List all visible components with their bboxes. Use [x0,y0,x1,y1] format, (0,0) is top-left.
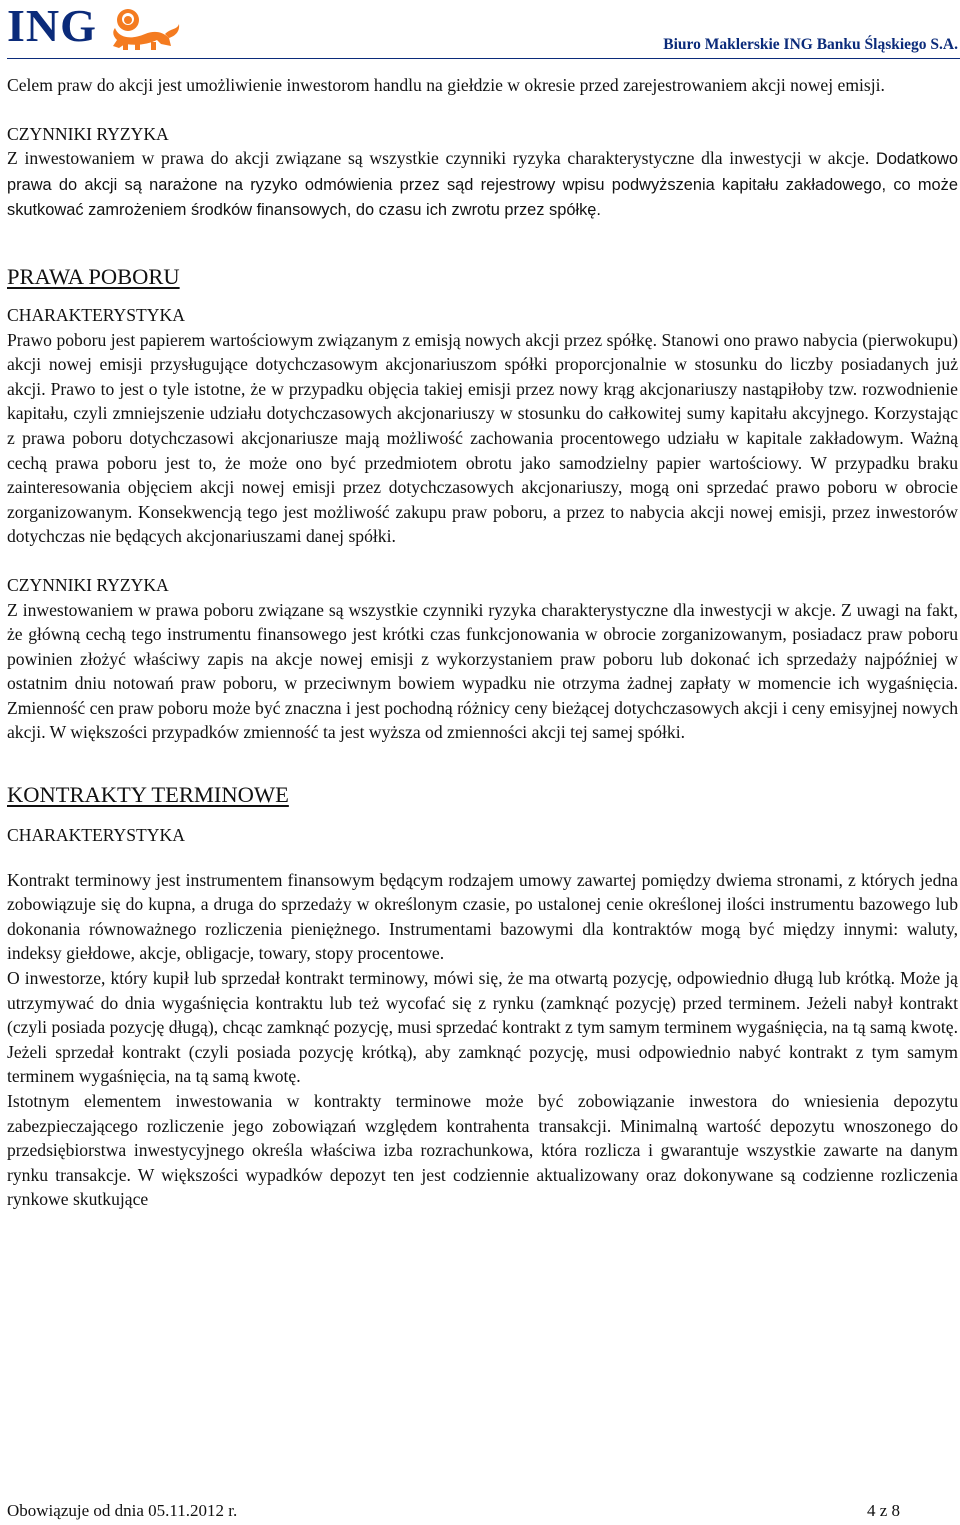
section-title-kontrakty: KONTRAKTY TERMINOWE [7,782,289,808]
document-body [7,73,958,1212]
ing-logo [7,2,181,50]
logo-text: ING [7,0,97,51]
risk-heading-prawa-poboru: CZYNNIKI RYZYKA [7,574,169,595]
company-name: Biuro Maklerskie ING Banku Śląskiego S.A. [663,36,958,53]
kontrakty-paragraph-2: O inwestorze, który kupił lub sprzedał kontrakt terminowy, mówi się, że ma otwartą pozycję, odpowiednio długą lub krótką. Może ją utrzymywać do dnia wygaśnięcia kontraktu lub też wycofać się z rynku (zamknąć pozycję) przed terminem. Jeżeli nabył kontrakt (czyli posiada pozycję długą), chcąc zamknąć pozycję, musi sprzedać kontrakt z tym samym terminem wygaśnięcia, na tą samą kwotę. Jeżeli sprzedał kontrakt (czyli posiada pozycję krótką), aby zamknąć pozycję, musi odpowiednio nabyć kontrakt z tym samym terminem wygaśnięcia, na tą samą kwotę. [7,968,958,1087]
lion-icon [101,4,181,50]
page-header [7,0,960,56]
characteristics-heading: CHARAKTERYSTYKA [7,304,185,325]
characteristics-heading-kontrakty: CHARAKTERYSTYKA [7,825,185,846]
kontrakty-paragraph-3: Istotnym elementem inwestowania w kontrakty terminowe może być zobowiązanie inwestora do wniesienia depozytu zabezpieczającego rozliczenie jego zobowiązań względem kontrahenta transakcji. Minimalną wartość depozytu wnoszonego do przedsiębiorstwa inwestycyjnego określa właściwa izba rozrachunkowa, która rozlicza i gwarantuje wszystkie zawarte na danym rynku transakcje. W większości wypadków depozyt ten jest codziennie aktualizowany oraz dokonywane są codzienne rozliczenia rynkowe skutkujące [7,1091,958,1210]
kontrakty-paragraph-1: Kontrakt terminowy jest instrumentem finansowym będącym rodzajem umowy zawartej pomiędzy dwiema stronami, z których jedna zobowiązuje się do kupna, a druga do sprzedaży w określonym czasie, po ustalonej cenie określonej ilości instrumentu bazowego lub dokonania równoważnego rozliczenia pieniężnego. Instrumentami bazowymi dla kontraktów mogą być między innymi: waluty, indeksy giełdowe, akcje, obligacje, towary, stopy procentowe. [7,869,958,964]
risk-heading: CZYNNIKI RYZYKA [7,123,169,144]
intro-paragraph: Celem praw do akcji jest umożliwienie inwestorom handlu na giełdzie w okresie przed zarejestrowaniem akcji nowej emisji. [7,75,885,95]
section-title-prawa-poboru: PRAWA POBORU [7,263,180,289]
risk-text-serif: Z inwestowaniem w prawa do akcji związane są wszystkie czynniki ryzyka charakterystyczne dla inwestycji w akcje. [7,148,870,169]
risk-paragraph-prawa-poboru: Z inwestowaniem w prawa poboru związane są wszystkie czynniki ryzyka charakterystyczne dla inwestycji w akcje. Z uwagi na fakt, że główną cechą tego instrumentu finansowego jest krótki czas funkcjonowania w obrocie zorganizowanym, posiadacz praw poboru powinien złożyć właściwy zapis na akcje nowej emisji z wykorzystaniem praw poboru lub dokonać ich sprzedaży najpóźniej w ostatnim dniu notowań praw poboru, w przeciwnym bowiem wypadku nie otrzyma żadnej zapłaty w momencie ich wygaśnięcia. Zmienność cen praw poboru może być znaczna i jest pochodną różnicy ceny bieżącej dotychczasowych akcji i ceny emisyjnej nowych akcji. W większości przypadków zmienność ta jest wyższa od zmienności akcji tej samej spółki. [7,599,958,743]
validity-date: Obowiązuje od dnia 05.11.2012 r. [7,1501,238,1520]
risk-text-sans: Dodatkowo prawa do akcji są narażone na ryzyko odmówienia przez sąd rejestrowy wpisu podwyższenia kapitału zakładowego, co może skutkować zamrożeniem środków finansowych, do czasu ich zwrotu przez spółkę. [7,150,958,220]
risk-paragraph [7,146,958,223]
characteristics-paragraph: Prawo poboru jest papierem wartościowym związanym z emisją nowych akcji przez spółkę. Stanowi ono prawo nabycia (pierwokupu) akcji nowej emisji przysługujące dotychczasowym akcjonariuszom spółki proporcjonalnie w stosunku do liczby posiadanych już akcji. Prawo to jest o tyle istotne, że w przypadku objęcia takiej emisji przez nowy krąg akcjonariuszy nastąpiłoby tzw. rozwodnienie kapitału, czyli zmniejszenie udziału dotychczasowych akcjonariuszy w stosunku do całkowitej sumy kapitału akcyjnego. Korzystając z prawa poboru dotychczasowi akcjonariusze mają możliwość zachowania procentowego udziału w kapitale zakładowym. Ważną cechą prawa poboru jest to, że może ono być przedmiotem obrotu jako samodzielny papier wartościowy. W przypadku braku zainteresowania objęciem akcji nowej emisji przez dotychczasowych akcjonariuszy, mogą oni sprzedać prawo poboru w obrocie zorganizowanym. Konsekwencją tego jest możliwość zakupu praw poboru, a przez to nabycia akcji nowej emisji, przez inwestorów dotychczas nie będących akcjonariuszami danej spółki. [7,329,958,547]
header-divider [7,58,960,59]
page-number: 4 z 8 [866,1501,900,1520]
